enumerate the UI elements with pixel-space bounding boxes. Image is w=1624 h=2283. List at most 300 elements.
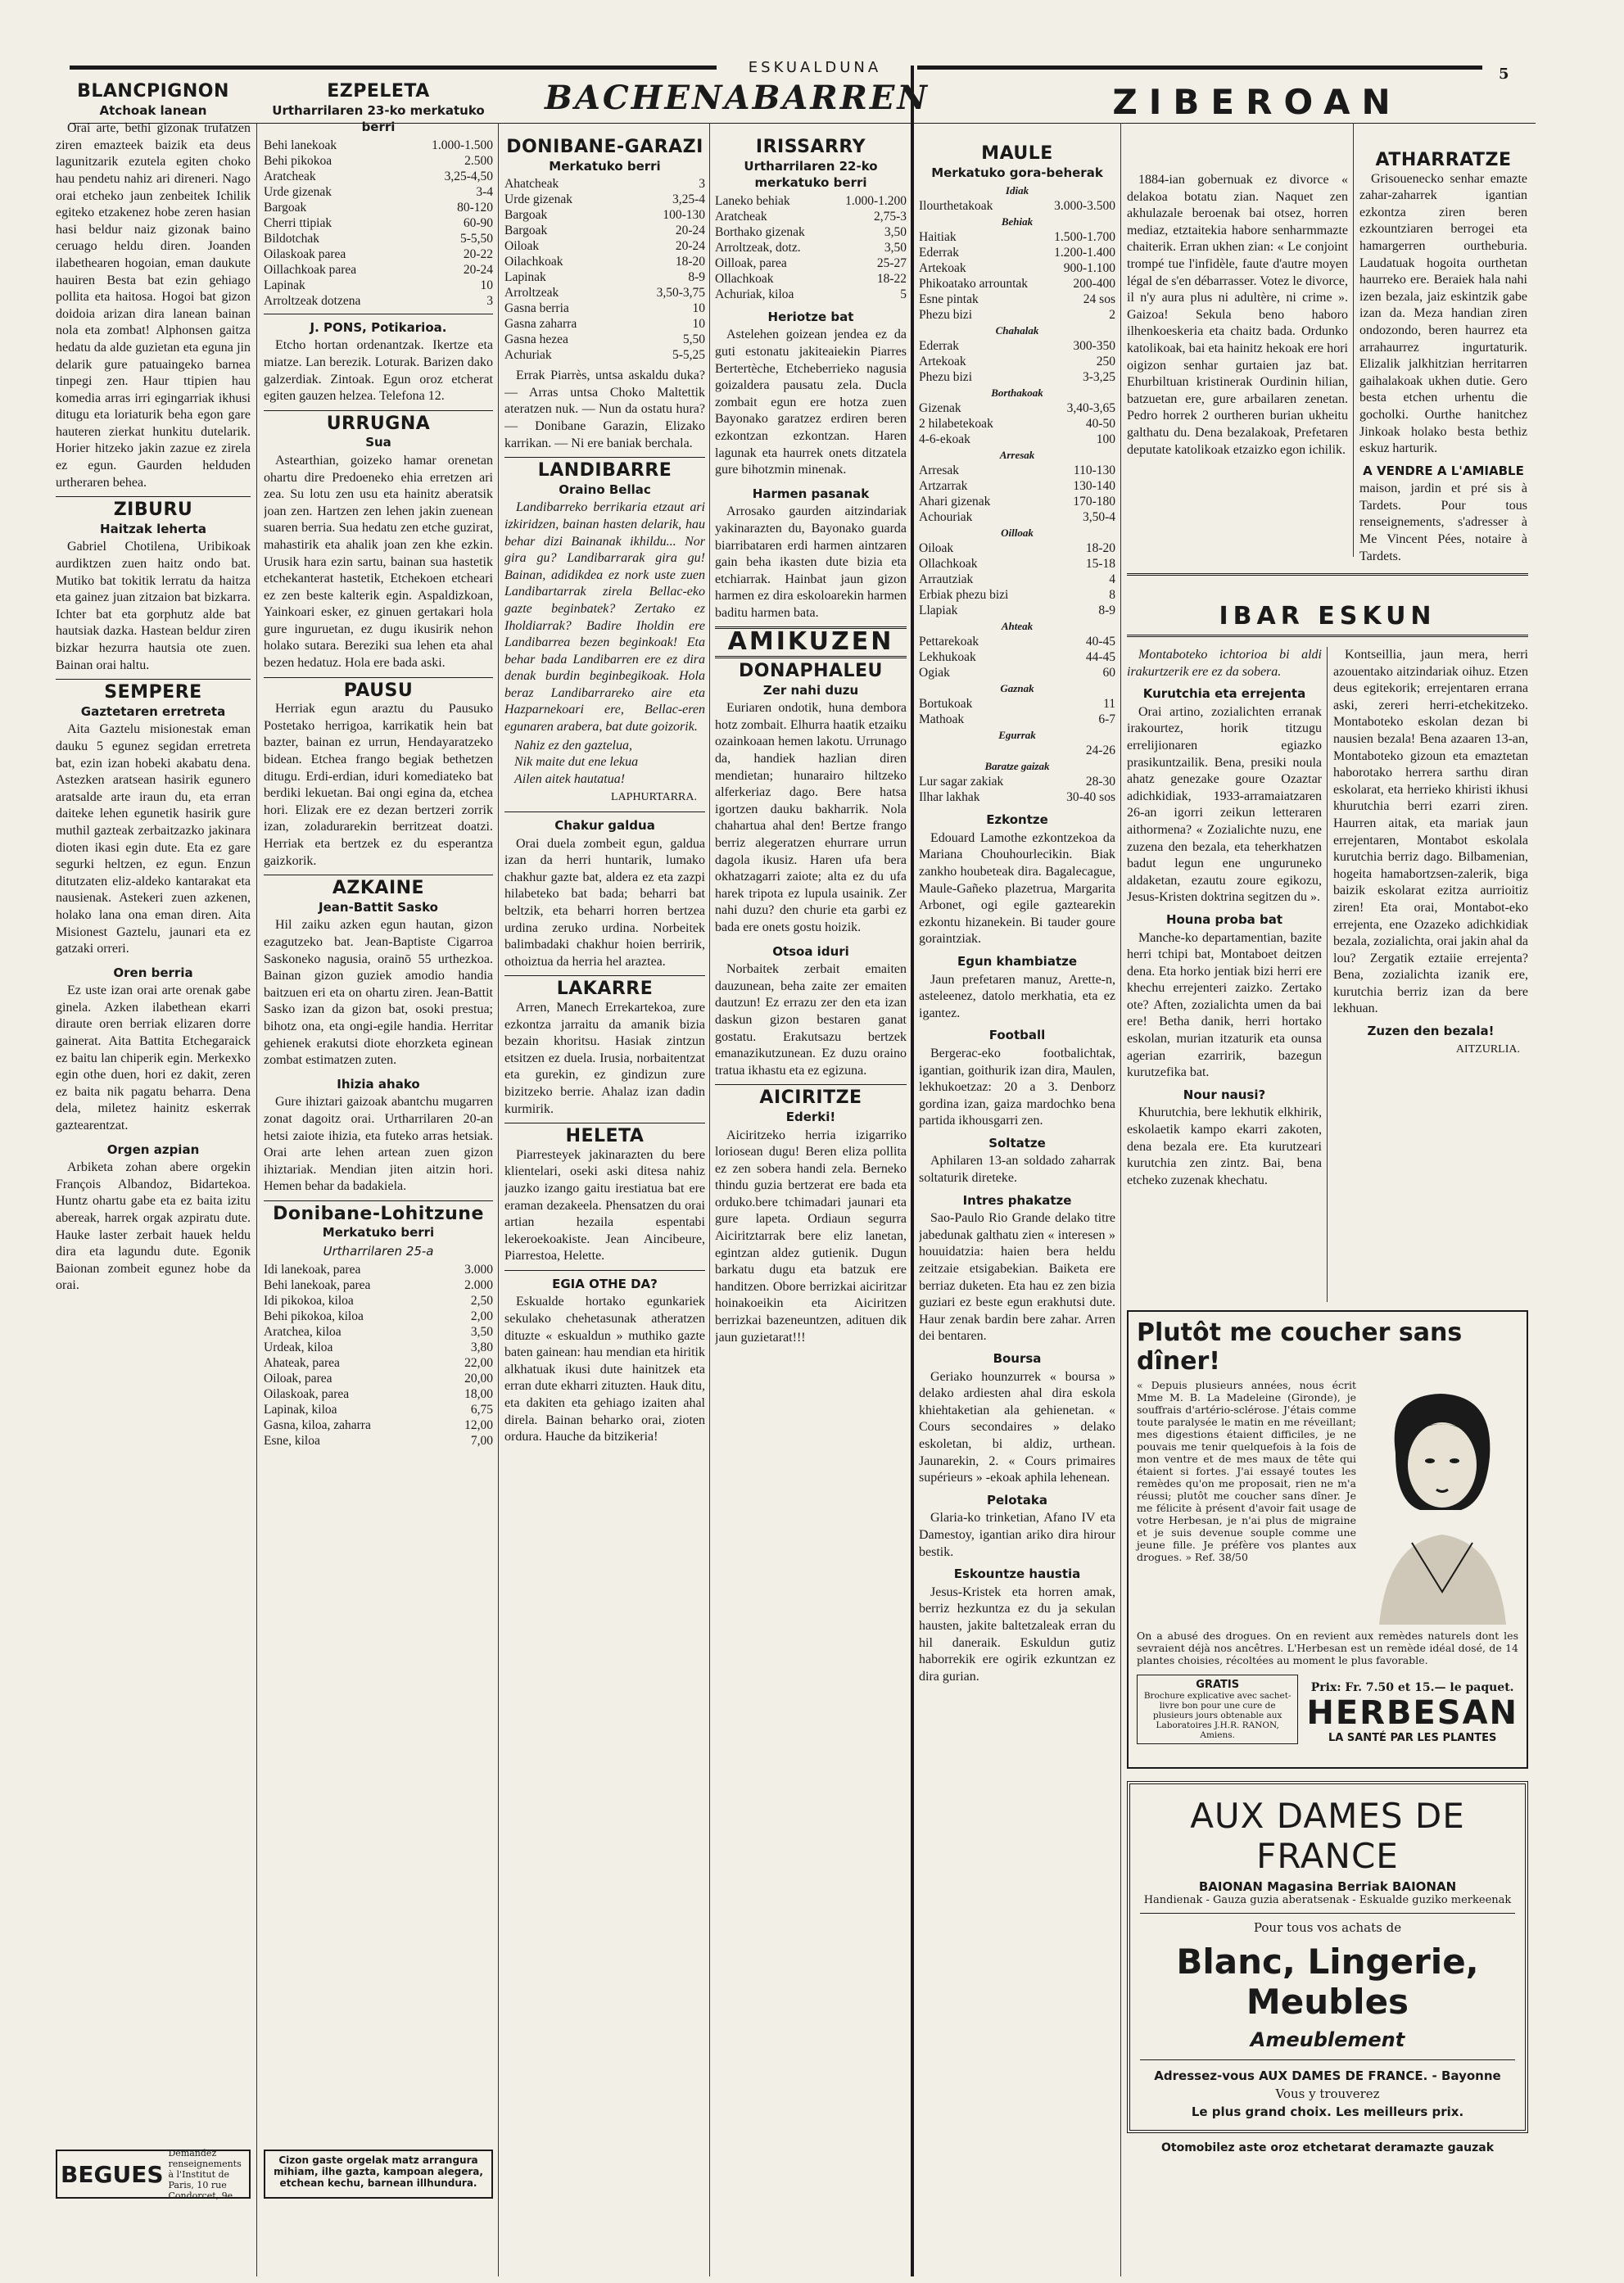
row-label: Oilloak, parea — [715, 255, 787, 270]
row-value: 3,50 — [470, 1324, 493, 1339]
ad-price: Prix: Fr. 7.50 et 15.— le paquet. — [1310, 1681, 1514, 1694]
section-subtitle: Houna proba bat — [1165, 911, 1283, 927]
market-table-ezpeleta — [264, 138, 493, 309]
gratis-box — [1137, 1675, 1298, 1744]
section-subtitle: Merkatuko berri — [549, 158, 661, 174]
section-subtitle: A VENDRE A L'AMIABLE — [1363, 463, 1524, 478]
section-title: AICIRITZE — [759, 1087, 862, 1109]
row-value: 200-400 — [1073, 277, 1115, 292]
ibar-right — [1333, 647, 1528, 1302]
row-label: Gizenak — [919, 401, 961, 416]
row-label: Mathoak — [919, 712, 965, 727]
article-text: Arren, Manech Errekartekoa, zure ezkontza jarraitu da amanik bizia bezain khoritsu. Hasiak zintzun etsitzen ez duela. Irusia, norbaitentzat eta gurekin, ez gindizun zure bizitzeko berrie. Ahalaz izan dadin kurmirik. — [504, 1000, 705, 1116]
row-value: 2,75-3 — [873, 209, 907, 224]
column-rule — [1120, 123, 1121, 2276]
row-value: 40-50 — [1085, 417, 1115, 432]
divider — [1127, 635, 1528, 637]
table-row — [919, 509, 1115, 525]
table-row — [919, 774, 1115, 789]
row-label: Aratcheak — [715, 209, 767, 224]
row-label: Oilachkoak — [504, 255, 563, 269]
table-row — [504, 332, 705, 347]
section-divider — [911, 66, 914, 2276]
section-title: ATHARRATZE — [1375, 150, 1512, 170]
table-row — [919, 400, 1115, 416]
column-3 — [504, 82, 705, 2276]
table-row — [919, 478, 1115, 494]
row-label: Oiloak, parea — [264, 1371, 332, 1386]
table-row — [919, 229, 1115, 245]
divider — [56, 679, 251, 680]
group-label: Behiak — [1001, 215, 1034, 228]
row-value: 20,00 — [464, 1371, 493, 1386]
row-value: 20-24 — [675, 224, 705, 238]
section-title: DONIBANE-GARAZI — [506, 137, 703, 157]
signature: LAPHURTARRA. — [611, 791, 697, 804]
table-row — [919, 292, 1115, 307]
gratis-title: GRATIS — [1196, 1679, 1240, 1691]
table-row — [264, 1324, 493, 1340]
row-value: 3-4 — [476, 184, 493, 199]
section-title: LANDIBARRE — [537, 460, 672, 481]
row-value: 10 — [480, 278, 493, 292]
row-label: Haitiak — [919, 230, 957, 245]
table-row — [264, 1386, 493, 1402]
table-row — [264, 1293, 493, 1309]
table-row — [264, 1371, 493, 1386]
row-label: Artzarrak — [919, 479, 968, 494]
row-label: Phikoatako arrountak — [919, 277, 1029, 292]
table-row — [504, 223, 705, 238]
table-group — [919, 618, 1115, 634]
row-label: Lekhukoak — [919, 650, 976, 665]
table-row — [264, 1417, 493, 1433]
herbesan-ad — [1127, 1310, 1528, 1769]
row-label: Lapinak — [264, 278, 305, 292]
row-label: Behi pikokoa, kiloa — [264, 1309, 364, 1323]
row-value: 7,00 — [470, 1433, 493, 1448]
masthead-right-title: ZIBEROAN — [1112, 82, 1402, 122]
row-label: Idi pikokoa, kiloa — [264, 1293, 354, 1308]
section-title: AMIKUZEN — [727, 627, 894, 657]
row-label: Urde gizenak — [504, 192, 573, 207]
ad-line: Le plus grand choix. Les meilleurs prix. — [1191, 2104, 1464, 2119]
table-row — [264, 1433, 493, 1449]
row-label: Behi lanekoak — [264, 138, 337, 152]
article-text: Montaboteko ichtorioa bi aldi irakurtzerik ere ez da sobera. — [1127, 648, 1322, 679]
row-value: 18-22 — [876, 271, 907, 286]
row-value: 28-30 — [1085, 775, 1115, 789]
article-text: Grisouenecko senhar emazte zahar-zaharrek igantian ezkontza ziren beren ezkountziaren berrogei eta hamargerren ourtheburia. Laudatuak hogoita ourthetan haurreko ere. Beraiek hala nahi izen bezala, jaiz eskintzik gabe izan da. Meza handian ziren ondozondo, beren haurrez eta arrahaurrez ingurtaturik. Elizalik jalkhitzian herritarren gaihalakoak ukhen dutie. Gero besta etchen urhentu die gocholki. Ourthe hanitchez Jinkoak holako besta bethiz eskuz harturik. — [1359, 171, 1527, 456]
divider — [504, 457, 705, 458]
row-value: 18-20 — [675, 255, 705, 269]
section-subtitle: Egun khambiatze — [957, 953, 1078, 969]
row-value: 5-5,25 — [672, 348, 705, 363]
row-value: 10 — [692, 301, 705, 316]
row-value: 2.500 — [464, 153, 493, 168]
column-6a — [1127, 172, 1348, 647]
column-rule — [498, 123, 499, 2276]
ad-title: Plutôt me coucher sans dîner! — [1137, 1318, 1463, 1376]
section-subtitle: Ihizia ahako — [337, 1076, 420, 1092]
row-value: 110-130 — [1073, 463, 1115, 478]
page-number: 5 — [1499, 66, 1509, 83]
table-row — [919, 307, 1115, 323]
table-row — [504, 207, 705, 223]
table-row — [264, 200, 493, 215]
section-subtitle: Pelotaka — [986, 1492, 1047, 1508]
row-label: Aratchea, kiloa — [264, 1324, 342, 1339]
table-row — [264, 246, 493, 262]
row-value: 2.000 — [464, 1277, 493, 1292]
table-row — [715, 287, 907, 302]
column-5 — [919, 82, 1115, 2276]
row-label: Arroltzeak — [504, 286, 559, 301]
ad-big: Blanc, Lingerie, Meubles — [1176, 1942, 1479, 2022]
section-subtitle: J. PONS, Potikarioa. — [310, 319, 447, 335]
table-row — [264, 1309, 493, 1324]
dames-de-france-ad — [1127, 1781, 1528, 2133]
row-label: Phezu bizi — [919, 308, 972, 323]
row-value: 24 sos — [1083, 292, 1115, 307]
table-row — [919, 260, 1115, 276]
ad-text: Demandez renseignements à l'Institut de Paris, 10 rue Condorcet, 9e — [168, 2147, 242, 2201]
row-label: Bortukoak — [919, 697, 973, 712]
row-value: 20-24 — [463, 262, 493, 277]
row-value: 3,25-4,50 — [444, 169, 493, 183]
table-row — [264, 1355, 493, 1371]
row-value: 8-9 — [688, 270, 705, 285]
table-group — [919, 447, 1115, 463]
row-value: 2 — [1109, 308, 1115, 323]
market-table-lohitzune — [264, 1262, 493, 1449]
article-text: Landibarreko berrikaria etzaut ari izkiridzen, bainan hasten delarik, hau behar dizi Bainanak ikhildu... Nor gira gu? Landibarrarak gira gu! Bainan, adidikdea ez nork uste zuen Landibartarrak zirela Bellac-eko gazte beginbatek? Zertako ez Iholdiarrak? Badire Iholdin ere Landibarrea bezen beginkoak! Eta behar bada Landibarren ere ez dira denak burdin beginbegikoak. Hola beraz Landibarrareko aire eta Hazparnekoari ere, Bellac-eren egunaren arabera, bat dute goizorik. — [504, 500, 705, 735]
section-subtitle: Kurutchia eta errejenta — [1142, 686, 1306, 702]
table-row — [504, 269, 705, 285]
group-label: Borthakoak — [991, 387, 1043, 400]
row-label: Bargoak — [504, 224, 548, 238]
ad-title: AUX DAMES DE FRANCE — [1190, 1796, 1465, 1876]
section-subtitle: Haitzak leherta — [100, 521, 206, 536]
table-row — [264, 1340, 493, 1355]
row-label: Lapinak, kiloa — [264, 1402, 337, 1417]
section-subtitle: Oren berria — [113, 965, 193, 980]
article-text: Gure ihiztari gaizoak abantchu mugarren zonat dagoitz orai. Urtharrilaren 20-an hetsi zaiote ihizia, eta futeko arras hetsiak. Orai arte lehen artean zuen gizon ihiztariak. Mendian jiten aitzin hori. Hemen behar da badakiela. — [264, 1095, 493, 1194]
group-label: Idiak — [1005, 184, 1029, 197]
article-text: Gabriel Chotilena, Uribikoak aurdiktzen zuen haitz ondo bat. Mutiko bat tokitik lerratu da haitza eta gainez juan zitzaion bat bizkarra. Ichter bat eta gorphutz alde bat hautsiak dazka. Hastean beldur ziren bizkar hezurra hautsia ote zuen. Bainan orai haltu. — [56, 540, 251, 672]
row-value: 30-40 sos — [1066, 790, 1115, 805]
divider — [56, 496, 251, 497]
article-text: Aphilaren 13-an soldado zaharrak soltaturik direteke. — [919, 1154, 1115, 1186]
section-title: IRISSARRY — [755, 137, 866, 157]
table-row — [919, 494, 1115, 509]
row-value: 6-7 — [1098, 712, 1115, 727]
row-value: 2,50 — [470, 1293, 493, 1308]
table-group — [919, 214, 1115, 229]
row-value: 6,75 — [470, 1402, 493, 1417]
section-subtitle: Urtharrilaren 25-a — [323, 1244, 434, 1259]
row-label: Erbiak phezu bizi — [919, 588, 1009, 603]
table-row — [919, 416, 1115, 432]
row-value: 5 — [900, 287, 907, 301]
row-value: 24-26 — [1085, 744, 1115, 758]
table-row — [715, 193, 907, 209]
section-title: BLANCPIGNON — [77, 82, 229, 102]
article-text: Orai arte, bethi gizonak trufatzen ziren emazteek baizik eta deus lagunitzarik ezutela egiten choko hau pendetu nahiz ari direneri. Nago orai etcheko jaun zenbeitek Ichilik egiteko etzakenez hobe zeren hasian hasi beldur naiz gizonak baino ceruago heldu diren. Joanden ilabethearen hogoian, eman daukute hauiren Besta bat ezin gehiago pollita eta haitosa. Hogoi bat gizon doidoia arizan dira lanean bainan nola eta zombat! Alphonsen gaitza hedatu da alde guzietan eta eguna jin delarik gure patuaingeko barnea tinpegi zen. Haur ttipien hau komedia arras irri egingarriak ikhusi ditugu eta loriaturik beha egon gare hauteren zierkat hunkitu dutelarik. Horier hitzeko jakin zazue ez zirela ez egun. Gaurden helduden urtheraren behea. — [56, 121, 251, 490]
divider — [264, 677, 493, 678]
row-label: 2 hilabetekoak — [919, 417, 993, 432]
section-subtitle: Merkatuko gora-beherak — [931, 165, 1103, 180]
ad-line: Vous y trouverez — [1275, 2086, 1380, 2101]
table-row — [919, 696, 1115, 712]
section-subtitle: Soltatze — [988, 1135, 1046, 1151]
column-2 — [264, 82, 493, 2276]
top-rule-left — [70, 66, 717, 70]
article-text: maison, jardin et pré sis à Tardets. Pour tous renseignements, s'adresser à Me Vincent Pées, notaire à Tardets. — [1359, 481, 1527, 563]
section-subtitle: Intres phakatze — [962, 1192, 1072, 1208]
row-value: 5-5,50 — [459, 231, 493, 246]
article-text: Aita Gaztelu misionestak eman dauku 5 egunez segidan erretreta bat, ezin izan hobeki akabatu dena. Astezken aratsean hasirik egunero aratsalde arte iraun du, eta erran daiteke lehen egunetik hasirik gure muthil gazteak zerbaitzazko jakinara dioten ikasi egin dute. Eta ez gare segurki heltzen, ez egun. Enzun ditutzaten eliz-aldeko kantarakat eta nausienak. Astekeri zuen azkenen, holako lana ona eman diren. Aita Misionest Gaztelu, jaunari eta ez gatzaki orreri. — [56, 722, 251, 956]
row-value: 170-180 — [1073, 495, 1115, 509]
row-label: Ahatcheak — [504, 177, 559, 192]
ad-testimonial: « Depuis plusieurs années, nous écrit Mme M. B. La Madeleine (Gironde), je souffrais d'artério-sclérose. J'étais comme toute paralysée le matin en me réveillant; mes digestions étaient difficiles, je ne pouvais me tenir quelquefois à la fois de mon ventre et de mes maux de tête qui étaient si fortes. J'ai essayé toutes les remèdes qu'on me proposait, rien ne m'a réussi; plutôt me coucher sans dîner. Je me félicite à présent d'avoir fait usage de votre Herbesan, je n'ai plus de migraine et je suis devenue souple comme une jeune fille. Je préfère vos plantes aux drogues. » Ref. 38/50 — [1137, 1379, 1356, 1563]
row-label: Ilhar lakhak — [919, 790, 980, 805]
section-subtitle: Zer nahi duzu — [762, 682, 859, 698]
section-title: URRUGNA — [326, 413, 431, 434]
ibar-left — [1127, 647, 1322, 1302]
row-label: Arrautziak — [919, 572, 974, 587]
group-label: Egurrak — [998, 729, 1036, 742]
row-value: 5,50 — [682, 332, 705, 347]
table-group — [919, 680, 1115, 696]
row-value: 100-130 — [663, 208, 705, 223]
table-group — [919, 727, 1115, 743]
divider — [504, 1270, 705, 1271]
row-value: 44-45 — [1085, 650, 1115, 665]
article-text: Piarresteyek jakinarazten du bere klientelari, oseki aski ditesa nahiz jauzko izango gaitu irestiatua bat ere eraman dezakeela. Phensatzen du orai artian hezaila espentabi lekeroekoakiste. Jean Aincibeure, Piarrestoa, Helette. — [504, 1147, 705, 1264]
table-row — [504, 285, 705, 301]
article-text: Herriak egun araztu du Pausuko Postetako herrigoa, karrikatik hein bat bazter, bainan ez urrun, Hendayaratzeko bidean. Etchea frango begiak bethetzen ditugu. Erdi-erdian, iduri komediateko bat berdiki lekuetan. Bai ongi egina da, etchea hori. Elizak ere ez dezan bertzeri zorrik izan, zoladurarekin berritzeat doatzi. Herriak eta bertzek ez du esperantza gaizkorik. — [264, 702, 493, 868]
ad-note: On a abusé des drogues. On en revient aux remèdes naturels dont les sevraient déjà nos ancêtres. L'Herbesan est un remède idéal dosé, de 14 plantes choisies, récoltées au moment le plus favorable. — [1137, 1630, 1518, 1666]
section-title: MAULE — [981, 143, 1053, 164]
article-text: Hil zaiku azken egun hautan, gizon ezagutzeko bat. Jean-Baptiste Cigarroa Saskoneko nagusia, orainō 55 urthezkoa. Bainan gizon guziek amodio handia baitzuen eri eta on ohartu ziren. Jean-Battit Sasko izan da gizon bat, osoki prestua; bihotz ona, eta ongi-egile handia. Herritar gehienek erakutsi diote ehorzketa eginean zombat estimatzen zuten. — [264, 918, 493, 1068]
table-group — [919, 525, 1115, 540]
row-label: Oiloak — [919, 541, 954, 556]
section-subtitle: Oraino Bellac — [559, 481, 651, 497]
table-row — [264, 293, 493, 309]
table-row — [264, 278, 493, 293]
article-text: Jesus-Kristek eta horren amak, berriz hezkuntza ez du ja sekulan hausten, jakite baltetzaleak erran du hil daneraik. Eskuldun gutiz haborrekik ere ogirik ezkuntzan ez dira gurian. — [919, 1585, 1115, 1684]
article-text: Astearthian, goizeko hamar orenetan ohartu dire Predoeneko ehia erretzen ari zea. Su lotu zen usu eta hainitz aberatsik joan zen. Hartzen zen lehen jakin zuenean suaren berria. Sua hedatu zen etche guzirat, mahastirik eta ahalik joan zen khe ezkin. Urusik hara ezin sartu, bainan sua hastetik etchekanterat hastetik, Etchekoen etcheari ez zen beste kalterik egin. Aspaldizkoan, Yainkoari esker, ez ginuen gertakari hola gure inguruetan, ez dugu ikusirik nehon holako sutara. Bereziki sua lehen eta ahal bezen hedatuz. Hola ere bada aski. — [264, 453, 493, 671]
table-row — [715, 255, 907, 271]
section-subtitle: Gaztetaren erretreta — [80, 703, 226, 719]
row-value: 1.000-1.200 — [845, 193, 907, 208]
table-row — [919, 276, 1115, 292]
row-label: Artekoak — [919, 355, 966, 369]
row-label: Bargoak — [504, 208, 548, 223]
column-rule — [256, 123, 257, 2276]
row-label: Artekoak — [919, 261, 966, 276]
table-row — [715, 209, 907, 224]
table-row — [715, 271, 907, 287]
table-group — [919, 758, 1115, 774]
row-label: Aratcheak — [264, 169, 316, 183]
divider — [1140, 1913, 1515, 1914]
row-value: 250 — [1096, 355, 1115, 369]
row-value: 900-1.100 — [1063, 261, 1115, 276]
table-row — [919, 587, 1115, 603]
market-table-maule — [919, 183, 1115, 805]
row-label: Arresak — [919, 463, 960, 478]
table-row — [919, 603, 1115, 618]
row-value: 10 — [692, 317, 705, 332]
section-subtitle: Atchoak lanean — [99, 102, 207, 118]
row-label: Ahari gizenak — [919, 495, 991, 509]
row-value: 11 — [1103, 697, 1115, 712]
row-label: Borthako gizenak — [715, 224, 805, 239]
row-value: 3.000-3.500 — [1054, 199, 1115, 214]
table-row — [504, 192, 705, 207]
section-title: SEMPERE — [104, 682, 202, 703]
table-row — [919, 369, 1115, 385]
table-row — [919, 634, 1115, 649]
table-row — [504, 254, 705, 269]
row-value: 3,40-3,65 — [1066, 401, 1115, 416]
table-row — [919, 463, 1115, 478]
table-row — [919, 245, 1115, 260]
column-rule — [1353, 123, 1354, 557]
table-row — [504, 301, 705, 316]
table-row — [504, 176, 705, 192]
table-row — [264, 184, 493, 200]
row-value: 3,80 — [470, 1340, 493, 1354]
section-subtitle: Harmen pasanak — [752, 486, 870, 501]
section-subtitle: Merkatuko berri — [322, 1225, 435, 1241]
divider — [264, 410, 493, 411]
row-label: Lapinak — [504, 270, 546, 285]
row-label: Behi lanekoak, parea — [264, 1277, 371, 1292]
table-row — [919, 789, 1115, 805]
row-label: Bildotchak — [264, 231, 320, 246]
paper-name: ESKUALDUNA — [748, 59, 882, 76]
article-text: Kontseillia, jaun mera, herri azouentako aitzindariak oihuz. Etzen deus egitekorik; errejentaren errana aski, zereri herri-etchekitzeko. Montaboteko eskolan dezan bi nausien bezala! Bena azaaren 13-an, Montaboteko gizoun eta emaztetan haborotako herrera sarthu diran eskolarat, eta herrieko khiristi ikhusi khurutchia berri ezarri ziren. Haurren aitak, eta mariak jaun errejentaren, Montabot eskolala kurutchia berriz dago. Bilbamenian, hogeita hamabortzsen-zalerik, biga baizik eskolarat ezitza aurrioitiz ziren! Eta orai, Montabot-eko errejenta, ene Ozazeko adichkidiak bezala, zozialichta, orai jakin ahal da lou? Zergatik eztaiie errejenta? Bena, zozialichta izanik ere, kurutchia berriz izan da bere lekhuan. — [1333, 648, 1528, 1016]
section-subtitle: Orgen azpian — [106, 1142, 200, 1157]
article-text: Errak Piarrès, untsa askaldu duka? — Arras untsa Choko Maltettik ateratzen nuk. — Nun da ostatu hura? — Donibane Garazin, Elizako karrikan. — Ni ere baniak berchala. — [504, 368, 705, 450]
row-value: 3,50-3,75 — [656, 286, 705, 301]
begues-ad — [56, 2147, 251, 2201]
row-value: 80-120 — [457, 200, 493, 215]
article-text: Jaun prefetaren manuz, Arette-n, asteleenez, datolo merkhatia, eta ez igantez. — [919, 972, 1115, 1020]
row-value: 100 — [1096, 432, 1115, 447]
column-rule — [1327, 647, 1328, 1302]
section-title: DONAPHALEU — [739, 661, 883, 682]
row-value: 2,00 — [470, 1309, 493, 1323]
article-text: Aiciritzeko herria izigarriko loriosean dugu! Beren eliza pollita ez zen sobera handi zela. Berneko thindu guzia bertzerat ere bada eta orduko.bere tchimadari jaunari eta gure lapeta. Ordiaun segurra Aiciritztarrak bere eliz lanetan, egintzan aldez gutienik. Dugun barkatu dugu eta batzuk ere handitzen. Obore berrizkai aiciritzar hoinakoeikin eta Aiciritzen berrizkai bazeneuntzen, adituen dik jaun guzietarat!!! — [715, 1128, 907, 1345]
section-subtitle: Ederki! — [785, 1109, 836, 1124]
table-row — [264, 169, 493, 184]
section-title: LAKARRE — [556, 979, 654, 1000]
divider — [715, 656, 907, 658]
group-label: Arresak — [999, 449, 1035, 462]
row-label: Oiloak — [504, 239, 540, 254]
row-label: Arroltzeak dotzena — [264, 293, 361, 308]
row-label: Lur sagar zakiak — [919, 775, 1004, 789]
row-label: Gasna, kiloa, zaharra — [264, 1417, 371, 1432]
column-6b — [1359, 147, 1527, 622]
column-rule — [709, 123, 710, 2276]
row-value: 3 — [486, 293, 493, 308]
table-row — [264, 138, 493, 153]
row-label: Ogiak — [919, 666, 950, 680]
top-rule-right — [917, 66, 1482, 70]
divider — [504, 975, 705, 976]
table-row — [919, 712, 1115, 727]
ad-line: Adressez-vous AUX DAMES DE FRANCE. - Bayonne — [1154, 2068, 1501, 2083]
article-text: Arbiketa zohan abere orgekin François Albandoz, Bidartekoa. Huntz ohartu gabe eta ez baita izitu abereak, harrek orgak azpiratu dute. Hauke laster zerbait hauek heldu dira eta lagundu dute. Egonik Baionan zombeit egunez hobe da orai. — [56, 1160, 251, 1293]
group-label: Gaznak — [1000, 682, 1034, 695]
row-label: Oillachkoak parea — [264, 262, 357, 277]
table-row — [715, 224, 907, 240]
ad-line: Ameublement — [1250, 2028, 1405, 2051]
table-row — [715, 240, 907, 255]
divider — [504, 811, 705, 812]
market-table-garazi — [504, 176, 705, 363]
section-title: PAUSU — [343, 680, 414, 701]
table-row — [264, 1277, 493, 1293]
masthead-left-title: BACHENABARREN — [545, 79, 930, 117]
row-label: Esne, kiloa — [264, 1433, 320, 1448]
row-label: Ederrak — [919, 246, 960, 260]
row-value: 8 — [1109, 588, 1115, 603]
table-row — [919, 743, 1115, 758]
article-text: Arrosako gaurden aitzindariak yakinarazten du, Bayonako guarda biarribataren erdi harmen aintzaren gain beha ikasten dute bizia eta etchiarrak. Hainbat jaun gizon harmen ez dira eskoloarekin harmen baditu harmen bata. — [715, 504, 907, 620]
divider — [1127, 573, 1528, 576]
table-row — [264, 153, 493, 169]
section-title: Donibane-Lohitzune — [273, 1203, 484, 1224]
row-label: Idi lanekoak, parea — [264, 1262, 361, 1277]
article-text: Manche-ko departamentian, bazite herri tchipi bat, Montaboet deitzen dena. Eta horko jentiak bizi herri ere khechu errejenteri zaizko. Zertako ote? Aften, zozialichta umen da bai ere! Betha danik, herri hortako eskolan, murian itzaturik eta ounsa agerian ezarririk, bazegun kurutzefika bat. — [1127, 930, 1322, 1080]
row-value: 18-20 — [1085, 541, 1115, 556]
row-label: Laneko behiak — [715, 193, 790, 208]
row-label: Phezu bizi — [919, 370, 972, 385]
section-subtitle: Ezkontze — [986, 812, 1048, 828]
article-text: Geriako hounzurrek « boursa » delako ardiesten ahal dira eskola khiehtaketian ala gehienetan. « Cours secondaires » delako eskoletan, bi aldiz, urthean. Jaunarekin, 2. « Cours primaires supérieurs » -ekoak aphila lehenean. — [919, 1369, 1115, 1485]
section-subtitle: Zuzen den bezala! — [1367, 1024, 1495, 1039]
article-text: Bergerac-eko footbalichtak, igantian, goithurik izan dira, Maulen, lekhukoetzaz: 20 a 3. Denborz gordina izan, gaiza mardochko bena partida ikhousgarri zen. — [919, 1046, 1115, 1128]
section-subtitle: Urtharrilaren 23-ko merkatuko berri — [272, 102, 485, 135]
section-subtitle: Nour nausi? — [1183, 1087, 1266, 1102]
row-value: 12,00 — [464, 1417, 493, 1432]
row-label: Oilaskoak parea — [264, 246, 346, 261]
section-subtitle: Jean-Battit Sasko — [319, 899, 438, 915]
section-subtitle: Chakur galdua — [554, 818, 655, 834]
row-label: Behi pikokoa — [264, 153, 332, 168]
table-row — [504, 316, 705, 332]
ad-line: Handienak - Gauza guzia aberatsenak - Eskualde guziko merkeenak — [1143, 1894, 1512, 1906]
section-subtitle: Eskountze haustia — [953, 1566, 1081, 1582]
row-value: 22,00 — [464, 1355, 493, 1370]
section-subtitle: Heriotze bat — [767, 309, 854, 324]
row-value: 20-24 — [675, 239, 705, 254]
ad-tagline: LA SANTÉ PAR LES PLANTES — [1328, 1732, 1497, 1744]
market-table-irissarry — [715, 193, 907, 302]
section-subtitle: Otsoa iduri — [772, 943, 849, 959]
ibar-title: IBAR ESKUN — [1219, 602, 1436, 631]
table-row — [919, 572, 1115, 587]
row-value: 3,50-4 — [1082, 510, 1115, 525]
row-label: Gasna hezea — [504, 332, 568, 347]
row-value: 3,25-4 — [672, 192, 705, 207]
